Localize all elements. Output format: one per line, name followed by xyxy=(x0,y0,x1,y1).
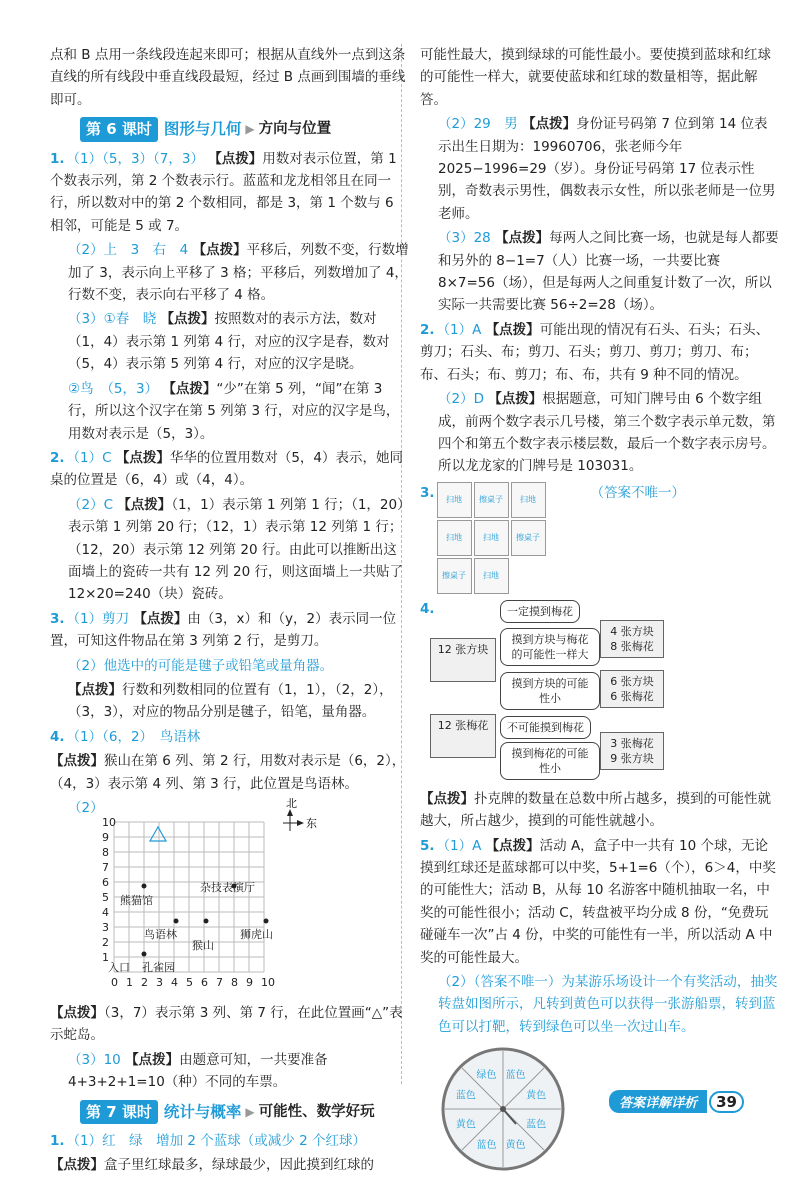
x-tick-label: 1 xyxy=(126,976,133,989)
x-tick-label: 8 xyxy=(231,976,238,989)
answer-item: （2）C 【点拨】（1，1）表示第 1 列第 1 行；（1，20）表示第 1 列第 20 行；（12，1）表示第 12 列第 1 行；（12，20）表示第 12 列第 20 行。由此可以推断出这面墙上的瓷砖一共有 12 列 20 行，则这面墙上一共贴了 12×20=240（块）瓷砖。 xyxy=(68,496,404,603)
grid-figure: （2） 0 1 1 2 2 3 3 4 4 5 5 6 6 7 7 8 8 9 9 10 10 熊猫馆 杂技表演厅 鸟语林 狮虎山 猴山 入口 孔雀园 北 东 xyxy=(50,797,410,1002)
footer-label: 答案详解详析 xyxy=(609,1090,707,1113)
y-tick-label: 10 xyxy=(102,816,116,829)
y-tick-label: 5 xyxy=(102,891,109,904)
x-tick-label: 2 xyxy=(141,976,148,989)
left-column xyxy=(50,44,410,1179)
answer-item: 【点拨】猴山在第 6 列、第 2 行，用数对表示是（6，2），（4，3）表示第 4 列、第 3 行，此位置是鸟语林。 xyxy=(50,753,406,792)
label-acrobat: 杂技表演厅 xyxy=(200,881,255,894)
answer-item: 3. （1）剪刀 【点拨】由（3，x）和（y，2）表示同一位置，可知这件物品在第 3 列第 2 行，是剪刀。 xyxy=(50,610,397,650)
answer-item: 【点拨】扑克牌的数量在总数中所占越多，摸到的可能性就越大，所占越少，摸到的可能性就越小。 xyxy=(420,790,771,830)
triangle-marker xyxy=(150,827,166,841)
answer-item: 4. （1）（6，2） 鸟语林 xyxy=(50,728,201,745)
point-panda xyxy=(142,884,147,889)
matching-diagram: 4. 12 张方块 12 张梅花 一定摸到梅花 摸到方块与梅花的可能性一样大 摸到方块的可能性小 不可能摸到梅花 摸到梅花的可能性小 4 张方块 8 张梅花 6 张方块 6 张梅花 3 张梅花 9 张方块 xyxy=(420,598,780,788)
y-tick-label: 4 xyxy=(102,906,109,919)
wedge-label: 黄色 xyxy=(526,1090,547,1102)
x-tick-label: 10 xyxy=(261,976,275,989)
answer-item: 【点拨】行数和列数相同的位置有（1，1），（2，2），（3，3），对应的物品分别是毽子，铅笔，量角器。 xyxy=(68,681,393,721)
lesson-header xyxy=(80,1100,410,1124)
label-entrance: 入口 xyxy=(108,961,130,974)
card-grid xyxy=(437,482,581,594)
chore-card: 扫地 xyxy=(511,482,546,518)
y-tick-label: 2 xyxy=(102,936,109,949)
outcome-club-less: 摸到梅花的可能性小 xyxy=(500,742,600,780)
wedge-label: 黄色 xyxy=(455,1119,476,1131)
box-mix-1: 4 张方块 8 张梅花 xyxy=(600,620,664,658)
wedge-label: 蓝色 xyxy=(455,1090,476,1102)
lesson-subtitle: 可能性、数学好玩 xyxy=(258,1103,375,1120)
answer-item: （2）29 男 【点拨】身份证号码第 7 位到第 14 位表示出生日期为：19960706，张老师今年 2025−1996=29（岁）。身份证号码第 17 位表示性别，奇数表示男性，偶数表示女性，所以张老师是一位男老师。 xyxy=(438,116,776,222)
box-diamonds: 12 张方块 xyxy=(430,638,496,682)
page-number: 39 xyxy=(709,1091,744,1113)
point-peacock xyxy=(142,952,147,957)
answer-item: （2）上 3 右 4 【点拨】平移后，列数不变，行数增加了 3，表示向上平移了 3 格；平移后，列数增加了 4，行数不变，表示向右平移了 4 格。 xyxy=(68,242,409,304)
paragraph: 点和 B 点用一条线段连起来即可；根据从直线外一点到这条直线的所有线段中垂直线段最短，经过 B 点画到围墙的垂线即可。 xyxy=(50,47,406,108)
paragraph: 可能性最大，摸到绿球的可能性最小。要使摸到蓝球和红球的可能性一样大，就要使蓝球和红球的数量相等，据此解答。 xyxy=(420,47,771,108)
answer-item: 5. （1）A 【点拨】活动 A，盒子中一共有 10 个球，无论摸到红球还是蓝球都可以中奖，5+1=6（个），6＞4，中奖的可能性大；活动 B，从每 10 名游客中随机抽取一名，中奖的可能性很小；活动 C，转盘被平均分成 8 份，“免费玩碰碰车一次”占 4 份，中奖的可能性有一半，所以活动 A 中奖的可能性最大。 xyxy=(420,837,776,966)
chore-card: 扫地 xyxy=(474,520,509,556)
chore-card: 扫地 xyxy=(437,520,472,556)
wedge-label: 绿色 xyxy=(476,1070,497,1082)
x-tick-label: 0 xyxy=(111,976,118,989)
wedge-label: 蓝色 xyxy=(505,1070,526,1082)
box-mix-2: 6 张方块 6 张梅花 xyxy=(600,670,664,708)
answer-item: 1. （1）红 绿 增加 2 个蓝球（或减少 2 个红球） xyxy=(50,1133,366,1150)
lesson-topic: 统计与概率 xyxy=(163,1102,242,1121)
page-footer xyxy=(609,1090,744,1113)
chore-card: 擦桌子 xyxy=(437,558,472,594)
answer-item: （3）10 【点拨】由题意可知，一共要准备 4+3+2+1=10（种）不同的车票。 xyxy=(68,1051,328,1091)
chore-card: 擦桌子 xyxy=(474,482,509,518)
answer-item: （2）（答案不唯一）为某游乐场设计一个有奖活动，抽奖转盘如图所示，凡转到黄色可以获得一张游船票，转到蓝色可以打靶，转到绿色可以坐一次过山车。 xyxy=(438,973,778,1035)
triangle-icon: ▶ xyxy=(245,122,255,137)
answer-item: 2. （1）C 【点拨】华华的位置用数对（5，4）表示，她同桌的位置是（6，4）或（4，4）。 xyxy=(50,449,404,489)
label-peacock: 孔雀园 xyxy=(142,961,175,974)
outcome-certain-club: 一定摸到梅花 xyxy=(500,600,580,623)
compass xyxy=(283,797,317,831)
chore-card: 扫地 xyxy=(437,482,472,518)
y-tick-label: 6 xyxy=(102,876,109,889)
lesson-header xyxy=(80,117,410,141)
y-tick-label: 1 xyxy=(102,951,109,964)
answer-item: 1. （1）（5，3）（7，3） 【点拨】用数对表示位置，第 1 个数表示列，第 2 个数表示行。蓝蓝和龙龙相邻且在同一行，所以数对中的第 2 个数相同，都是 3，第 1 个数与 6 相邻，可能是 5 或 7。 xyxy=(50,150,397,234)
point-bird xyxy=(174,919,179,924)
box-mix-3: 3 张梅花 9 张方块 xyxy=(600,732,664,770)
right-column xyxy=(420,44,780,1182)
x-tick-label: 7 xyxy=(216,976,223,989)
wedge-label: 蓝色 xyxy=(476,1140,497,1152)
answer-item: （3）28 【点拨】每两人之间比赛一场，也就是每人都要和另外的 8−1=7（人）比赛一场，一共要比赛 8×7=56（场），但是每两人之间重复计数了一次，所以实际一共需要比赛 56÷2=28（场）。 xyxy=(438,230,779,314)
label-bird: 鸟语林 xyxy=(144,928,177,941)
y-tick-label: 8 xyxy=(102,846,109,859)
label-panda: 熊猫馆 xyxy=(120,894,153,907)
x-tick-label: 3 xyxy=(156,976,163,989)
x-tick-label: 6 xyxy=(201,976,208,989)
answer-item: 2. （1）A 【点拨】可能出现的情况有石头、石头；石头、剪刀；石头、布；剪刀、石头；剪刀、剪刀；剪刀、布；布、石头；布、剪刀；布、布，共有 9 种不同的情况。 xyxy=(420,321,770,383)
answer-item: 【点拨】盒子里红球最多，绿球最少，因此摸到红球的 xyxy=(50,1157,374,1174)
wedge-label: 蓝色 xyxy=(526,1119,547,1131)
lesson-subtitle: 方向与位置 xyxy=(258,121,332,138)
cards-row: 3. 扫地 擦桌子 扫地 扫地 扫地 擦桌子 擦桌子 扫地 （答案不唯一） xyxy=(420,482,780,594)
lesson-badge: 第 7 课时 xyxy=(80,1100,158,1124)
north-label: 北 xyxy=(286,797,297,810)
y-tick-label: 9 xyxy=(102,831,109,844)
coordinate-grid xyxy=(50,797,380,1002)
x-tick-label: 9 xyxy=(246,976,253,989)
y-tick-label: 3 xyxy=(102,921,109,934)
outcome-equal: 摸到方块与梅花的可能性一样大 xyxy=(500,628,600,666)
point-monkey xyxy=(204,919,209,924)
east-label: 东 xyxy=(306,817,317,830)
label-lion: 狮虎山 xyxy=(240,928,273,941)
answer-item: 【点拨】（3，7）表示第 3 列、第 7 行，在此位置画“△”表示蛇岛。 xyxy=(50,1005,403,1044)
answer-item: ②鸟 （5，3） 【点拨】“少”在第 5 列，“闻”在第 3 行，所以这个汉字在第 5 列第 3 行，对应的汉字是鸟，用数对表示是（5，3）。 xyxy=(68,380,400,442)
lesson-topic: 图形与几何 xyxy=(163,120,242,139)
y-tick-label: 7 xyxy=(102,861,109,874)
x-tick-label: 4 xyxy=(171,976,178,989)
chore-card: 扫地 xyxy=(474,558,509,594)
label-monkey: 猴山 xyxy=(192,939,214,952)
wedge-label: 黄色 xyxy=(505,1140,526,1152)
point-lion xyxy=(264,919,269,924)
answer-item: （2）D 【点拨】根据题意，可知门牌号由 6 个数字组成，前两个数字表示几号楼，第三个数字表示单元数，第四个和第五个数字表示楼层数，最后一个数字表示房号。所以龙龙家的门牌号是 103031。 xyxy=(438,391,776,475)
x-tick-label: 5 xyxy=(186,976,193,989)
triangle-icon: ▶ xyxy=(245,1104,255,1119)
box-clubs: 12 张梅花 xyxy=(430,714,496,758)
outcome-diamond-less: 摸到方块的可能性小 xyxy=(500,672,600,710)
lesson-badge: 第 6 课时 xyxy=(80,117,158,141)
answer-item: （3）①春 晓 【点拨】按照数对的表示方法，数对（1，4）表示第 1 列第 4 行，对应的汉字是春，数对（5，4）表示第 5 列第 4 行，对应的汉字是晓。 xyxy=(68,311,390,373)
answer-item: （2）他选中的可能是毽子或铅笔或量角器。 xyxy=(68,657,334,674)
outcome-no-club: 不可能摸到梅花 xyxy=(500,716,591,739)
chore-card: 擦桌子 xyxy=(511,520,546,556)
spinner-wheel xyxy=(438,1044,568,1174)
